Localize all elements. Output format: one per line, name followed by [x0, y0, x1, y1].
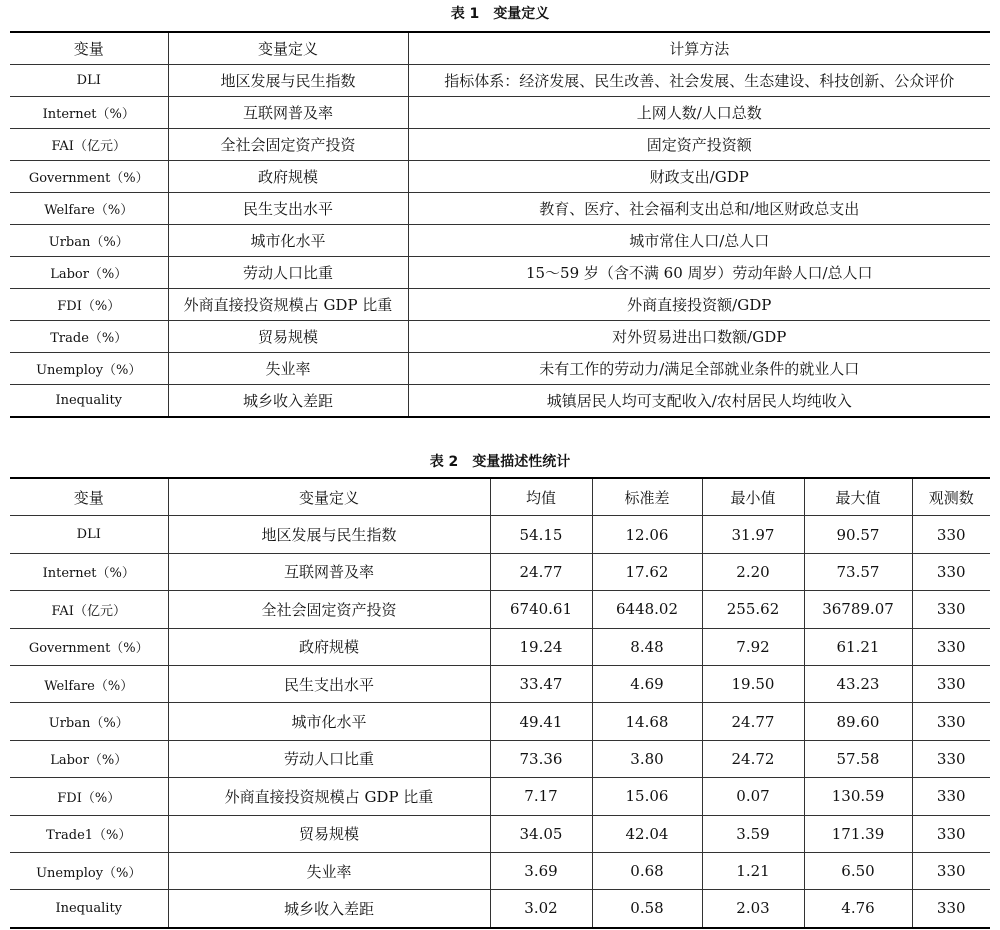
method-cell: 指标体系：经济发展、民生改善、社会发展、生态建设、科技创新、公众评价 — [408, 65, 990, 97]
std-cell: 3.80 — [592, 740, 702, 777]
mean-cell: 73.36 — [490, 740, 592, 777]
min-cell: 1.21 — [702, 852, 804, 889]
table-row — [10, 703, 990, 740]
table1-body — [10, 65, 990, 418]
definition-cell: 贸易规模 — [168, 815, 490, 852]
table-row — [10, 628, 990, 665]
mean-cell: 49.41 — [490, 703, 592, 740]
variable-cell: Internet（%） — [10, 553, 168, 590]
variable-definition-table — [10, 31, 990, 418]
definition-cell: 失业率 — [168, 353, 408, 385]
max-cell: 36789.07 — [804, 591, 912, 628]
descriptive-statistics-table — [10, 477, 990, 929]
observations-cell: 330 — [912, 740, 990, 777]
observations-cell: 330 — [912, 890, 990, 928]
min-cell: 24.77 — [702, 703, 804, 740]
observations-cell: 330 — [912, 665, 990, 702]
definition-cell: 全社会固定资产投资 — [168, 129, 408, 161]
observations-cell: 330 — [912, 852, 990, 889]
table1-title: 变量定义 — [493, 6, 550, 22]
min-cell: 31.97 — [702, 516, 804, 553]
table-row — [10, 321, 990, 353]
table2-body — [10, 516, 990, 928]
observations-cell: 330 — [912, 591, 990, 628]
variable-cell: FDI（%） — [10, 778, 168, 815]
max-cell: 171.39 — [804, 815, 912, 852]
table-header-row — [10, 478, 990, 516]
table-row — [10, 65, 990, 97]
min-cell: 19.50 — [702, 665, 804, 702]
min-cell: 7.92 — [702, 628, 804, 665]
variable-cell: FDI（%） — [10, 289, 168, 321]
definition-cell: 劳动人口比重 — [168, 740, 490, 777]
table-row — [10, 852, 990, 889]
observations-cell: 330 — [912, 516, 990, 553]
header-mean: 均值 — [490, 478, 592, 516]
definition-cell: 地区发展与民生指数 — [168, 65, 408, 97]
header-max: 最大值 — [804, 478, 912, 516]
mean-cell: 54.15 — [490, 516, 592, 553]
definition-cell: 互联网普及率 — [168, 97, 408, 129]
definition-cell: 城乡收入差距 — [168, 385, 408, 418]
min-cell: 2.20 — [702, 553, 804, 590]
std-cell: 6448.02 — [592, 591, 702, 628]
min-cell: 255.62 — [702, 591, 804, 628]
table-row — [10, 553, 990, 590]
std-cell: 17.62 — [592, 553, 702, 590]
table-row — [10, 740, 990, 777]
table2-title: 变量描述性统计 — [472, 454, 571, 470]
observations-cell: 330 — [912, 628, 990, 665]
method-cell: 外商直接投资额/GDP — [408, 289, 990, 321]
variable-cell: Labor（%） — [10, 257, 168, 289]
header-variable: 变量 — [10, 32, 168, 65]
std-cell: 0.68 — [592, 852, 702, 889]
method-cell: 对外贸易进出口数额/GDP — [408, 321, 990, 353]
variable-cell: DLI — [10, 65, 168, 97]
variable-cell: Trade（%） — [10, 321, 168, 353]
method-cell: 财政支出/GDP — [408, 161, 990, 193]
table-row — [10, 778, 990, 815]
table-row — [10, 289, 990, 321]
observations-cell: 330 — [912, 703, 990, 740]
variable-cell: FAI（亿元） — [10, 591, 168, 628]
header-definition: 变量定义 — [168, 32, 408, 65]
variable-cell: Government（%） — [10, 161, 168, 193]
table2-number: 表 2 — [429, 454, 459, 470]
definition-cell: 外商直接投资规模占 GDP 比重 — [168, 289, 408, 321]
table-header-row — [10, 32, 990, 65]
mean-cell: 7.17 — [490, 778, 592, 815]
table1-caption — [0, 6, 1000, 22]
table-row — [10, 225, 990, 257]
max-cell: 57.58 — [804, 740, 912, 777]
header-variable: 变量 — [10, 478, 168, 516]
variable-cell: Inequality — [10, 385, 168, 418]
variable-cell: Welfare（%） — [10, 193, 168, 225]
variable-cell: Government（%） — [10, 628, 168, 665]
table-row — [10, 97, 990, 129]
min-cell: 2.03 — [702, 890, 804, 928]
table-row — [10, 815, 990, 852]
method-cell: 城镇居民人均可支配收入/农村居民人均纯收入 — [408, 385, 990, 418]
header-method: 计算方法 — [408, 32, 990, 65]
variable-cell: Internet（%） — [10, 97, 168, 129]
min-cell: 24.72 — [702, 740, 804, 777]
method-cell: 教育、医疗、社会福利支出总和/地区财政总支出 — [408, 193, 990, 225]
variable-cell: Welfare（%） — [10, 665, 168, 702]
variable-cell: FAI（亿元） — [10, 129, 168, 161]
mean-cell: 24.77 — [490, 553, 592, 590]
std-cell: 14.68 — [592, 703, 702, 740]
definition-cell: 城市化水平 — [168, 703, 490, 740]
definition-cell: 城市化水平 — [168, 225, 408, 257]
table-row — [10, 193, 990, 225]
min-cell: 3.59 — [702, 815, 804, 852]
definition-cell: 贸易规模 — [168, 321, 408, 353]
max-cell: 73.57 — [804, 553, 912, 590]
definition-cell: 地区发展与民生指数 — [168, 516, 490, 553]
max-cell: 130.59 — [804, 778, 912, 815]
max-cell: 6.50 — [804, 852, 912, 889]
max-cell: 43.23 — [804, 665, 912, 702]
definition-cell: 劳动人口比重 — [168, 257, 408, 289]
definition-cell: 互联网普及率 — [168, 553, 490, 590]
observations-cell: 330 — [912, 815, 990, 852]
mean-cell: 3.02 — [490, 890, 592, 928]
method-cell: 城市常住人口/总人口 — [408, 225, 990, 257]
definition-cell: 全社会固定资产投资 — [168, 591, 490, 628]
table-row — [10, 516, 990, 553]
variable-cell: Urban（%） — [10, 703, 168, 740]
variable-cell: Urban（%） — [10, 225, 168, 257]
method-cell: 未有工作的劳动力/满足全部就业条件的就业人口 — [408, 353, 990, 385]
table1-number: 表 1 — [450, 6, 480, 22]
variable-cell: Inequality — [10, 890, 168, 928]
mean-cell: 33.47 — [490, 665, 592, 702]
mean-cell: 6740.61 — [490, 591, 592, 628]
table-row — [10, 161, 990, 193]
table-row — [10, 890, 990, 928]
variable-cell: Unemploy（%） — [10, 852, 168, 889]
observations-cell: 330 — [912, 778, 990, 815]
table-row — [10, 665, 990, 702]
definition-cell: 民生支出水平 — [168, 193, 408, 225]
variable-cell: Labor（%） — [10, 740, 168, 777]
table2-caption — [0, 454, 1000, 470]
std-cell: 0.58 — [592, 890, 702, 928]
header-min: 最小值 — [702, 478, 804, 516]
mean-cell: 34.05 — [490, 815, 592, 852]
variable-cell: Trade1（%） — [10, 815, 168, 852]
definition-cell: 外商直接投资规模占 GDP 比重 — [168, 778, 490, 815]
std-cell: 42.04 — [592, 815, 702, 852]
mean-cell: 19.24 — [490, 628, 592, 665]
definition-cell: 城乡收入差距 — [168, 890, 490, 928]
method-cell: 上网人数/人口总数 — [408, 97, 990, 129]
definition-cell: 政府规模 — [168, 161, 408, 193]
method-cell: 15～59 岁（含不满 60 周岁）劳动年龄人口/总人口 — [408, 257, 990, 289]
definition-cell: 政府规模 — [168, 628, 490, 665]
table-row — [10, 353, 990, 385]
std-cell: 8.48 — [592, 628, 702, 665]
table-row — [10, 385, 990, 418]
mean-cell: 3.69 — [490, 852, 592, 889]
max-cell: 61.21 — [804, 628, 912, 665]
header-std: 标准差 — [592, 478, 702, 516]
min-cell: 0.07 — [702, 778, 804, 815]
table-row — [10, 591, 990, 628]
table-row — [10, 129, 990, 161]
std-cell: 4.69 — [592, 665, 702, 702]
std-cell: 15.06 — [592, 778, 702, 815]
max-cell: 89.60 — [804, 703, 912, 740]
definition-cell: 失业率 — [168, 852, 490, 889]
definition-cell: 民生支出水平 — [168, 665, 490, 702]
variable-cell: Unemploy（%） — [10, 353, 168, 385]
std-cell: 12.06 — [592, 516, 702, 553]
max-cell: 4.76 — [804, 890, 912, 928]
observations-cell: 330 — [912, 553, 990, 590]
table-row — [10, 257, 990, 289]
method-cell: 固定资产投资额 — [408, 129, 990, 161]
header-observations: 观测数 — [912, 478, 990, 516]
header-definition: 变量定义 — [168, 478, 490, 516]
variable-cell: DLI — [10, 516, 168, 553]
max-cell: 90.57 — [804, 516, 912, 553]
